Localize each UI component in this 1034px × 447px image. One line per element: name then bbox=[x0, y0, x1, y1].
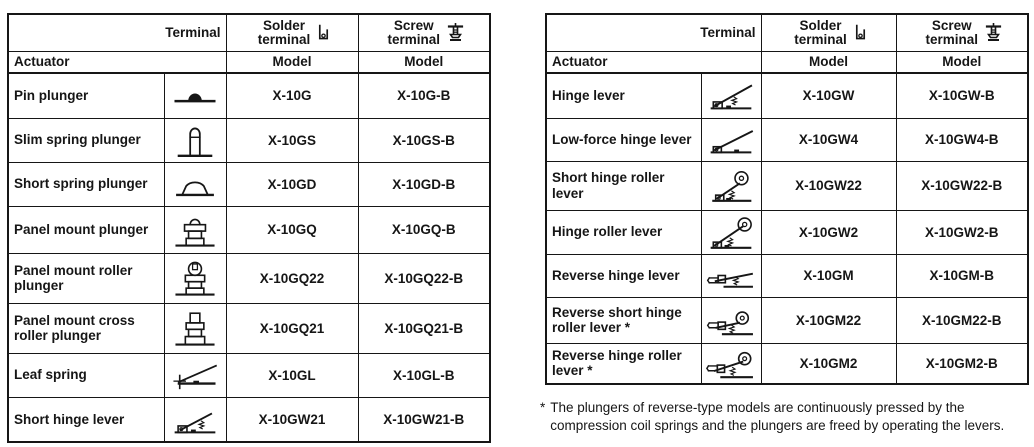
actuator-label: Reverse hinge lever bbox=[546, 254, 701, 297]
short-hinge-lever-icon bbox=[164, 397, 226, 442]
screw-model: X-10GM22-B bbox=[896, 297, 1028, 343]
actuator-row bbox=[8, 73, 490, 118]
solder-terminal-header bbox=[761, 14, 896, 51]
panel-mount-plunger-icon bbox=[164, 206, 226, 253]
pin-plunger-icon bbox=[164, 73, 226, 118]
solder-model: X-10GW4 bbox=[761, 118, 896, 161]
solder-model: X-10GL bbox=[226, 353, 358, 397]
solder-model: X-10GW22 bbox=[761, 161, 896, 210]
screw-terminal-label: Screw terminal bbox=[387, 17, 441, 47]
panel-mount-roller-plunger-icon bbox=[164, 253, 226, 303]
leaf-spring-icon bbox=[164, 353, 226, 397]
actuator-label: Pin plunger bbox=[8, 73, 164, 118]
actuator-header-label: Actuator bbox=[546, 51, 761, 73]
model-table-left bbox=[7, 13, 491, 443]
actuator-row bbox=[8, 353, 490, 397]
solder-model: X-10GD bbox=[226, 162, 358, 206]
footnote-line-1: The plungers of reverse-type models are continuously pressed by the bbox=[550, 400, 965, 415]
short-hinge-roller-lever-icon bbox=[701, 161, 761, 210]
reverse-hinge-roller-lever-icon bbox=[701, 343, 761, 384]
screw-model: X-10GW2-B bbox=[896, 210, 1028, 254]
actuator-row bbox=[546, 297, 1028, 343]
hinge-roller-lever-icon bbox=[701, 210, 761, 254]
actuator-label: Short hinge roller lever bbox=[546, 161, 701, 210]
actuator-row bbox=[8, 253, 490, 303]
actuator-row bbox=[546, 118, 1028, 161]
footnote-marker: * bbox=[540, 400, 546, 415]
actuator-row bbox=[8, 206, 490, 253]
actuator-row bbox=[8, 162, 490, 206]
screw-model: X-10GW21-B bbox=[358, 397, 490, 442]
screw-model: X-10GM-B bbox=[896, 254, 1028, 297]
model-header-label: Model bbox=[226, 51, 358, 73]
actuator-row bbox=[546, 73, 1028, 118]
solder-model: X-10GW21 bbox=[226, 397, 358, 442]
screw-model: X-10G-B bbox=[358, 73, 490, 118]
short-spring-plunger-icon bbox=[164, 162, 226, 206]
solder-model: X-10GW2 bbox=[761, 210, 896, 254]
screw-model: X-10GL-B bbox=[358, 353, 490, 397]
actuator-row bbox=[8, 397, 490, 442]
solder-model: X-10GM bbox=[761, 254, 896, 297]
screw-model: X-10GQ22-B bbox=[358, 253, 490, 303]
actuator-label: Panel mount cross roller plunger bbox=[8, 303, 164, 353]
model-table-right bbox=[545, 13, 1029, 385]
actuator-label: Hinge lever bbox=[546, 73, 701, 118]
actuator-header-row bbox=[546, 51, 1028, 73]
footnote-line-2: compression coil springs and the plungers are freed by operating the levers. bbox=[550, 418, 1005, 434]
terminal-header-label: Terminal bbox=[8, 14, 226, 51]
actuator-label: Short hinge lever bbox=[8, 397, 164, 442]
actuator-label: Leaf spring bbox=[8, 353, 164, 397]
screw-model: X-10GW22-B bbox=[896, 161, 1028, 210]
screw-terminal-icon bbox=[985, 23, 1002, 43]
actuator-row bbox=[546, 254, 1028, 297]
slim-spring-plunger-icon bbox=[164, 118, 226, 162]
actuator-row bbox=[546, 343, 1028, 384]
terminal-header-row bbox=[546, 14, 1028, 51]
screw-model: X-10GQ-B bbox=[358, 206, 490, 253]
screw-model: X-10GS-B bbox=[358, 118, 490, 162]
footnote-text bbox=[550, 399, 1004, 435]
solder-model: X-10GQ bbox=[226, 206, 358, 253]
actuator-row bbox=[8, 303, 490, 353]
screw-terminal-label: Screw terminal bbox=[925, 17, 979, 47]
actuator-label: Panel mount roller plunger bbox=[8, 253, 164, 303]
terminal-header-label: Terminal bbox=[546, 14, 761, 51]
actuator-label: Hinge roller lever bbox=[546, 210, 701, 254]
screw-model: X-10GW-B bbox=[896, 73, 1028, 118]
solder-model: X-10GM22 bbox=[761, 297, 896, 343]
hinge-lever-icon bbox=[701, 73, 761, 118]
actuator-header-label: Actuator bbox=[8, 51, 226, 73]
solder-model: X-10GW bbox=[761, 73, 896, 118]
reverse-short-hinge-roller-lever-icon bbox=[701, 297, 761, 343]
terminal-header-row bbox=[8, 14, 490, 51]
model-header-label: Model bbox=[896, 51, 1028, 73]
model-header-label: Model bbox=[761, 51, 896, 73]
actuator-label: Reverse hinge roller lever * bbox=[546, 343, 701, 384]
solder-model: X-10GS bbox=[226, 118, 358, 162]
solder-terminal-header bbox=[226, 14, 358, 51]
actuator-row bbox=[8, 118, 490, 162]
screw-terminal-header bbox=[896, 14, 1028, 51]
screw-terminal-icon bbox=[447, 23, 464, 43]
low-force-hinge-lever-icon bbox=[701, 118, 761, 161]
actuator-label: Slim spring plunger bbox=[8, 118, 164, 162]
actuator-row bbox=[546, 210, 1028, 254]
solder-model: X-10G bbox=[226, 73, 358, 118]
solder-model: X-10GM2 bbox=[761, 343, 896, 384]
model-header-label: Model bbox=[358, 51, 490, 73]
footnote bbox=[540, 399, 1032, 435]
screw-model: X-10GW4-B bbox=[896, 118, 1028, 161]
solder-terminal-label: Solder terminal bbox=[794, 17, 847, 47]
solder-model: X-10GQ22 bbox=[226, 253, 358, 303]
screw-model: X-10GM2-B bbox=[896, 343, 1028, 384]
actuator-row bbox=[546, 161, 1028, 210]
actuator-label: Panel mount plunger bbox=[8, 206, 164, 253]
screw-model: X-10GQ21-B bbox=[358, 303, 490, 353]
solder-terminal-icon bbox=[317, 24, 330, 42]
actuator-header-row bbox=[8, 51, 490, 73]
screw-terminal-header bbox=[358, 14, 490, 51]
panel-mount-cross-roller-plunger-icon bbox=[164, 303, 226, 353]
solder-model: X-10GQ21 bbox=[226, 303, 358, 353]
actuator-label: Short spring plunger bbox=[8, 162, 164, 206]
solder-terminal-icon bbox=[854, 24, 867, 42]
solder-terminal-label: Solder terminal bbox=[257, 17, 311, 47]
actuator-label: Low-force hinge lever bbox=[546, 118, 701, 161]
screw-model: X-10GD-B bbox=[358, 162, 490, 206]
actuator-label: Reverse short hinge roller lever * bbox=[546, 297, 701, 343]
reverse-hinge-lever-icon bbox=[701, 254, 761, 297]
